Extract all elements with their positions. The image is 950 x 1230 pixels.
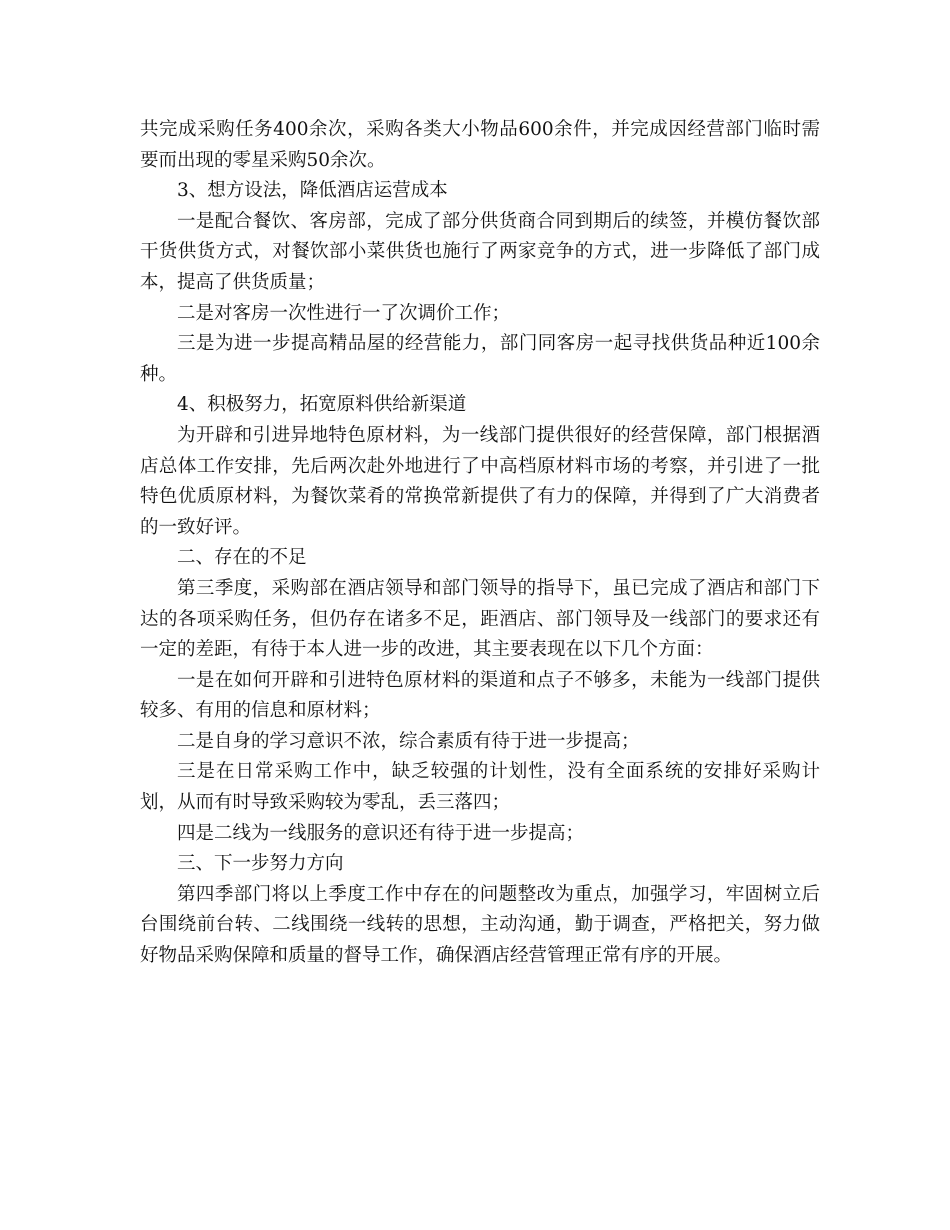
paragraph: 第四季部门将以上季度工作中存在的问题整改为重点，加强学习，牢固树立后台围绕前台转、二线围绕一线转的思想，主动沟通，勤于调查，严格把关，努力做好物品采购保障和质量的督导工作，确保酒店经营管理正常有序的开展。: [140, 883, 820, 967]
paragraph: 一是在如何开辟和引进特色原材料的渠道和点子不够多，未能为一线部门提供较多、有用的信息和原材料；: [140, 669, 820, 722]
section-heading-cost-reduction: 3、想方设法，降低酒店运营成本: [177, 180, 448, 202]
paragraph: 一是配合餐饮、客房部，完成了部分供货商合同到期后的续签，并模仿餐饮部干货供货方式，对餐饮部小菜供货也施行了两家竞争的方式，进一步降低了部门成本，提高了供货质量；: [140, 210, 820, 293]
section-heading-shortcomings: 二、存在的不足: [177, 547, 307, 569]
paragraph: 三是为进一步提高精品屋的经营能力，部门同客房一起寻找供货品种近100余种。: [140, 333, 820, 385]
section-heading-new-channels: 4、积极努力，拓宽原料供给新渠道: [177, 394, 467, 416]
paragraph: 第三季度，采购部在酒店领导和部门领导的指导下，虽已完成了酒店和部门下达的各项采购任务，但仍存在诸多不足，距酒店、部门领导及一线部门的要求还有一定的差距，有待于本人进一步的改进，其主要表现在以下几个方面：: [140, 577, 820, 661]
paragraph: 三是在日常采购工作中，缺乏较强的计划性，没有全面系统的安排好采购计划，从而有时导致采购较为零乱，丢三落四；: [140, 761, 820, 814]
paragraph: 四是二线为一线服务的意识还有待于进一步提高；: [177, 822, 585, 844]
paragraph: 二是自身的学习意识不浓，综合素质有待于进一步提高；: [177, 730, 640, 752]
document-body: [140, 115, 820, 972]
paragraph: 为开辟和引进异地特色原材料，为一线部门提供很好的经营保障，部门根据酒店总体工作安排，先后两次赴外地进行了中高档原材料市场的考察，并引进了一批特色优质原材料，为餐饮菜肴的常换常新提供了有力的保障，并得到了广大消费者的一致好评。: [140, 424, 820, 538]
paragraph: 二是对客房一次性进行一了次调价工作；: [177, 302, 511, 324]
paragraph-continuation: 共完成采购任务400余次，采购各类大小物品600余件，并完成因经营部门临时需要而出现的零星采购50余次。: [140, 119, 820, 171]
section-heading-next-steps: 三、下一步努力方向: [177, 853, 344, 875]
